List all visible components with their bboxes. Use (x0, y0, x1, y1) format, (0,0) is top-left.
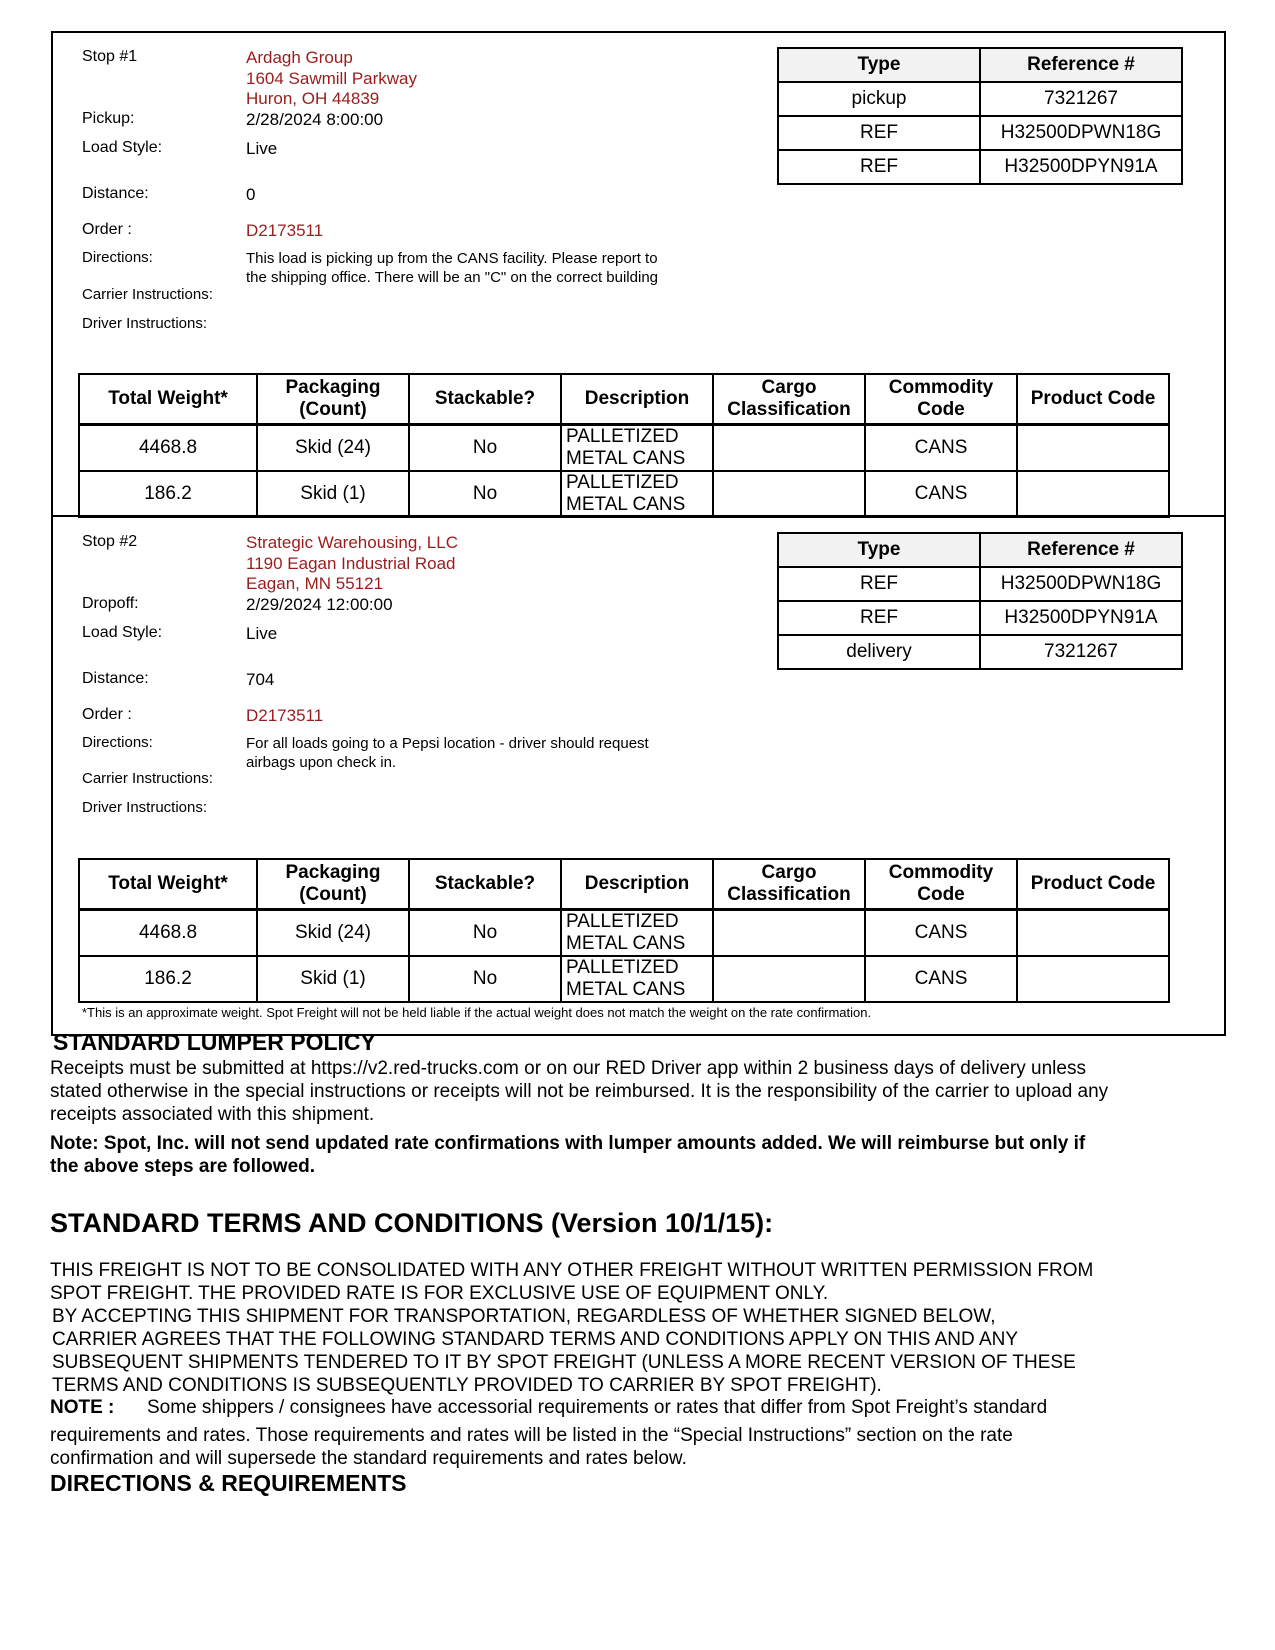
distance-value: 704 (246, 670, 275, 689)
stop-address-line2: Huron, OH 44839 (246, 89, 380, 108)
header-line: Cargo (761, 862, 817, 883)
table-row (778, 116, 1182, 150)
load-style-label: Load Style: (82, 624, 163, 641)
table-row (79, 425, 1169, 472)
terms-note-continued (50, 1424, 1013, 1470)
note-first-line (50, 1396, 1047, 1419)
description-line: METAL CANS (566, 933, 686, 954)
table-row (778, 82, 1182, 116)
description-line: PALLETIZED (566, 911, 679, 932)
product-code-cell (1017, 910, 1169, 957)
ref-number-header: Reference # (980, 48, 1182, 82)
ref-type: REF (778, 567, 980, 601)
order-label: Order : (82, 221, 132, 238)
cargo-classification-cell (713, 956, 865, 1002)
lumper-note (50, 1132, 1085, 1178)
stackable-header: Stackable? (409, 374, 561, 425)
stackable-cell: No (409, 956, 561, 1002)
terms-note (50, 1396, 1047, 1419)
header-line: Cargo (761, 377, 817, 398)
packaging-cell: Skid (24) (257, 425, 409, 472)
description-line: METAL CANS (566, 979, 686, 1000)
stop-address-line1: 1604 Sawmill Parkway (246, 69, 418, 88)
driver-instructions-label: Driver Instructions: (82, 799, 208, 816)
lumper-policy-text (50, 1057, 1108, 1126)
directions-line: the shipping office. There will be an "C" on the correct building (246, 269, 659, 286)
table-row (778, 635, 1182, 669)
paragraph-line: Receipts must be submitted at https://v2.red-trucks.com or on our RED Driver app within 2 business days of delivery unless (50, 1058, 1086, 1079)
paragraph-line: Some shippers / consignees have accessorial requirements or rates that differ from Spot Freight’s standard (147, 1397, 1048, 1418)
cargo-classification-cell (713, 425, 865, 472)
paragraph-line: BY ACCEPTING THIS SHIPMENT FOR TRANSPORTATION, REGARDLESS OF WHETHER SIGNED BELOW, (52, 1306, 996, 1327)
carrier-instructions-label: Carrier Instructions: (82, 286, 213, 303)
commodity-code-header (865, 859, 1017, 910)
paragraph-line: SPOT FREIGHT. THE PROVIDED RATE IS FOR EXCLUSIVE USE OF EQUIPMENT ONLY. (50, 1283, 829, 1304)
packaging-cell: Skid (1) (257, 956, 409, 1002)
header-line: (Count) (299, 884, 367, 905)
directions-line: airbags upon check in. (246, 754, 397, 771)
packaging-header (257, 859, 409, 910)
weight-cell: 186.2 (79, 956, 257, 1002)
stackable-cell: No (409, 425, 561, 472)
paragraph-line: SUBSEQUENT SHIPMENTS TENDERED TO IT BY SPOT FREIGHT (UNLESS A MORE RECENT VERSION OF THESE (52, 1352, 1076, 1373)
paragraph-line: confirmation and will supersede the standard requirements and rates below. (50, 1448, 687, 1469)
commodity-code-cell: CANS (865, 956, 1017, 1002)
directions-label: Directions: (82, 734, 153, 751)
directions-text (246, 734, 649, 772)
ref-number: H32500DPYN91A (980, 150, 1182, 184)
stackable-header: Stackable? (409, 859, 561, 910)
product-code-cell (1017, 425, 1169, 472)
ref-type-header: Type (778, 533, 980, 567)
description-line: METAL CANS (566, 494, 686, 515)
paragraph-line: the above steps are followed. (50, 1156, 316, 1177)
cargo-classification-header (713, 374, 865, 425)
ref-number: 7321267 (980, 82, 1182, 116)
time-label: Pickup: (82, 110, 135, 127)
stop-address-line2: Eagan, MN 55121 (246, 574, 384, 593)
paragraph-line: requirements and rates. Those requirements and rates will be listed in the “Special Instructions” section on the rate (50, 1425, 1013, 1446)
cargo-classification-header (713, 859, 865, 910)
header-line: Packaging (285, 862, 381, 883)
description-header: Description (561, 859, 713, 910)
weight-footnote: *This is an approximate weight. Spot Freight will not be held liable if the actual weight does not match the weight on the rate confirmation. (82, 1005, 872, 1020)
packaging-cell: Skid (24) (257, 910, 409, 957)
reference-table (777, 47, 1183, 185)
paragraph-line: THIS FREIGHT IS NOT TO BE CONSOLIDATED WITH ANY OTHER FREIGHT WITHOUT WRITTEN PERMISSION FROM (50, 1260, 1094, 1281)
packaging-cell: Skid (1) (257, 471, 409, 517)
table-row (79, 956, 1169, 1002)
table-row (778, 567, 1182, 601)
header-line: Code (917, 884, 965, 905)
ref-number: H32500DPWN18G (980, 567, 1182, 601)
ref-number-header: Reference # (980, 533, 1182, 567)
stackable-cell: No (409, 471, 561, 517)
weight-cell: 186.2 (79, 471, 257, 517)
table-row (778, 150, 1182, 184)
header-line: Commodity (888, 862, 994, 883)
load-style-value: Live (246, 624, 278, 643)
stop-address-line1: 1190 Eagan Industrial Road (246, 554, 456, 573)
terms-paragraph-2 (52, 1305, 1076, 1397)
table-row (79, 910, 1169, 957)
product-code-cell (1017, 956, 1169, 1002)
paragraph-line: TERMS AND CONDITIONS IS SUBSEQUENTLY PROVIDED TO CARRIER BY SPOT FREIGHT). (52, 1375, 882, 1396)
stop-label: Stop #2 (82, 533, 138, 550)
table-row (79, 471, 1169, 517)
paragraph-line: CARRIER AGREES THAT THE FOLLOWING STANDARD TERMS AND CONDITIONS APPLY ON THIS AND ANY (52, 1329, 1019, 1350)
ref-type: pickup (778, 82, 980, 116)
weight-cell: 4468.8 (79, 425, 257, 472)
load-style-value: Live (246, 139, 278, 158)
cargo-table (78, 373, 1170, 518)
description-cell (561, 471, 713, 517)
directions-line: This load is picking up from the CANS facility. Please report to (246, 250, 658, 267)
cargo-classification-cell (713, 471, 865, 517)
driver-instructions-label: Driver Instructions: (82, 315, 208, 332)
cargo-classification-cell (713, 910, 865, 957)
directions-line: For all loads going to a Pepsi location - driver should request (246, 735, 649, 752)
ref-type-header: Type (778, 48, 980, 82)
header-line: Classification (727, 399, 851, 420)
description-line: METAL CANS (566, 448, 686, 469)
description-cell (561, 910, 713, 957)
table-row (778, 601, 1182, 635)
header-line: Packaging (285, 377, 381, 398)
carrier-instructions-label: Carrier Instructions: (82, 770, 213, 787)
directions-text (246, 249, 658, 287)
terms-paragraph-1 (50, 1259, 1093, 1305)
commodity-code-header (865, 374, 1017, 425)
ref-type: delivery (778, 635, 980, 669)
ref-type: REF (778, 150, 980, 184)
description-line: PALLETIZED (566, 426, 679, 447)
ref-number: H32500DPYN91A (980, 601, 1182, 635)
order-value: D2173511 (246, 221, 324, 240)
distance-label: Distance: (82, 670, 149, 687)
terms-heading: STANDARD TERMS AND CONDITIONS (Version 10/1/15): (50, 1208, 774, 1238)
paragraph-line: stated otherwise in the special instructions or receipts will not be reimbursed. It is the responsibility of the carrier to upload any (50, 1081, 1109, 1102)
paragraph-line: Note: Spot, Inc. will not send updated rate confirmations with lumper amounts added. We will reimburse but only if (50, 1133, 1086, 1154)
commodity-code-cell: CANS (865, 471, 1017, 517)
stop-label: Stop #1 (82, 48, 138, 65)
description-cell (561, 425, 713, 472)
header-line: Commodity (888, 377, 994, 398)
description-header: Description (561, 374, 713, 425)
cargo-table (78, 858, 1170, 1003)
directions-label: Directions: (82, 249, 153, 266)
order-label: Order : (82, 706, 132, 723)
commodity-code-cell: CANS (865, 425, 1017, 472)
stop-name: Ardagh Group (246, 48, 353, 67)
description-cell (561, 956, 713, 1002)
order-value: D2173511 (246, 706, 324, 725)
time-value: 2/28/2024 8:00:00 (246, 110, 384, 129)
stop-name: Strategic Warehousing, LLC (246, 533, 458, 552)
product-code-header: Product Code (1017, 374, 1169, 425)
description-line: PALLETIZED (566, 472, 679, 493)
ref-type: REF (778, 116, 980, 150)
stackable-cell: No (409, 910, 561, 957)
load-style-label: Load Style: (82, 139, 163, 156)
weight-header: Total Weight* (79, 374, 257, 425)
reference-table (777, 532, 1183, 670)
directions-requirements-heading: DIRECTIONS & REQUIREMENTS (50, 1470, 407, 1496)
weight-header: Total Weight* (79, 859, 257, 910)
time-label: Dropoff: (82, 595, 139, 612)
distance-value: 0 (246, 185, 256, 204)
paragraph-line: receipts associated with this shipment. (50, 1104, 375, 1125)
note-label: NOTE : (50, 1397, 115, 1418)
ref-number: 7321267 (980, 635, 1182, 669)
ref-number: H32500DPWN18G (980, 116, 1182, 150)
product-code-header: Product Code (1017, 859, 1169, 910)
distance-label: Distance: (82, 185, 149, 202)
header-line: Code (917, 399, 965, 420)
header-line: (Count) (299, 399, 367, 420)
time-value: 2/29/2024 12:00:00 (246, 595, 393, 614)
weight-cell: 4468.8 (79, 910, 257, 957)
ref-type: REF (778, 601, 980, 635)
header-line: Classification (727, 884, 851, 905)
commodity-code-cell: CANS (865, 910, 1017, 957)
lumper-policy-heading: STANDARD LUMPER POLICY (53, 1029, 376, 1055)
description-line: PALLETIZED (566, 957, 679, 978)
product-code-cell (1017, 471, 1169, 517)
packaging-header (257, 374, 409, 425)
